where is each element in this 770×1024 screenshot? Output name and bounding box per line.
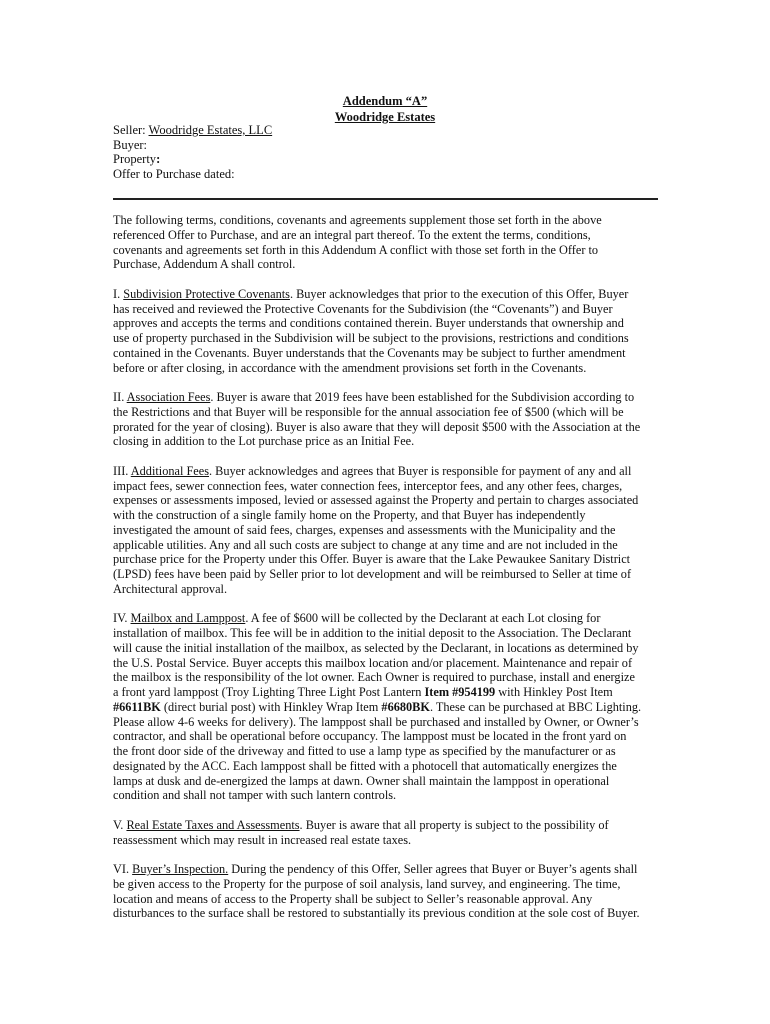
seller-field (113, 123, 272, 138)
section-mailbox-lamppost (113, 611, 663, 803)
text-line: #6611BK (direct burial post) with Hinkley Wrap Item #6680BK. These can be purchased at BBC Lighting. (113, 699, 642, 714)
text-line: Purchase, Addendum A shall control. (113, 257, 296, 272)
item-number-post: #6611BK (113, 699, 161, 714)
section-heading: Mailbox and Lamppost (130, 611, 246, 626)
item-number-wrap: #6680BK (381, 699, 430, 714)
section-additional-fees (113, 464, 663, 597)
text-line: contained in the Covenants. Buyer understands that the Covenants may be subject to further amendment (113, 345, 626, 360)
text-line: reassessment which may result in increased real estate taxes. (113, 832, 412, 847)
text-line: the U.S. Postal Service. Buyer accepts this mailbox location and/or placement. Maintenance and repair of (113, 655, 633, 670)
text-line: the mailbox is the responsibility of the lot owner. Each Owner is required to purchase, install and energize (113, 670, 635, 685)
text-line: use of property purchased in the Subdivision will be subject to the provisions, restrictions and conditions (113, 331, 629, 345)
text-line: lamps at dusk and de-energized the lamps at dawn. Owner shall maintain the lamppost in operational (113, 773, 610, 788)
section-real-estate-taxes (113, 818, 663, 848)
text-line: disturbances to the surface shall be restored to substantially its previous condition at the sole cost of Buyer. (113, 906, 640, 921)
text-line: (LPSD) fees have been paid by Seller prior to lot development and will be reimbursed to Seller at time of (113, 567, 632, 581)
text-line: referenced Offer to Purchase, and are an integral part thereof. To the extent the terms, conditions, (113, 227, 591, 242)
property-field: Property: (113, 152, 161, 167)
text-line: investigated the amount of said fees, charges, expenses and assessments with the Municipality and the (113, 522, 616, 537)
offer-date-field: Offer to Purchase dated: (113, 167, 235, 182)
text-line: V. Real Estate Taxes and Assessments. Buyer is aware that all property is subject to the possibility of (113, 817, 609, 832)
section-subdivision-covenants (113, 287, 663, 376)
section-buyers-inspection (113, 862, 663, 921)
text-line: covenants and agreements set forth in this Addendum A conflict with those set forth in the Offer to (113, 242, 599, 257)
text-line: the front door side of the driveway and fitted to use a lamp type as specified by the manufacturer or as (113, 744, 616, 758)
text-line: approves and accepts the terms and conditions contained therein. Buyer understands that ownership and (113, 316, 624, 331)
text-line: I. Subdivision Protective Covenants. Buyer acknowledges that prior to the execution of this Offer, Buyer (113, 286, 629, 301)
text-line: Architectural approval. (113, 581, 228, 596)
text-line: contractor, and shall be operational before occupancy. The lamppost must be located in the front yard on (113, 729, 627, 744)
text-line: closing in addition to the Lot purchase price as an Initial Fee. (113, 434, 415, 449)
text-line: condition and shall not tamper with such lantern controls. (113, 788, 397, 803)
text-line: expenses or assessments imposed, levied or assessed against the Property and pertain to charges associated (113, 493, 639, 508)
text-line: before or after closing, in accordance with the amendment provisions set forth in the Covenants. (113, 360, 587, 375)
text-line: The following terms, conditions, covenants and agreements supplement those set forth in the above (113, 213, 602, 227)
text-line: purchase price for the Property under this Offer. Buyer is aware that the Lake Pewaukee Sanitary District (113, 552, 631, 567)
document-title (0, 93, 770, 125)
text-line: applicable utilities. Any and all such costs are subject to change at any time and are not included in the (113, 537, 618, 552)
horizontal-divider (113, 198, 658, 200)
text-line: impact fees, sewer connection fees, water connection fees, interceptor fees, and any other fees, charges, (113, 478, 623, 493)
title-line-addendum: Addendum “A” (342, 94, 428, 108)
section-heading: Subdivision Protective Covenants (123, 286, 290, 301)
section-heading: Real Estate Taxes and Assessments (126, 817, 300, 832)
text-line: location and means of access to the Property shall be subject to Seller’s reasonable approval. Any (113, 891, 593, 906)
document-body (113, 213, 663, 936)
header-fields (113, 123, 272, 182)
buyer-field: Buyer: (113, 137, 148, 152)
text-line: installation of mailbox. This fee will be in addition to the initial deposit to the Association. The Declarant (113, 626, 632, 640)
item-number-lantern: Item #954199 (424, 685, 496, 699)
section-heading: Association Fees (126, 390, 211, 404)
text-line: with the construction of a single family home on the Property, and that Buyer has independently (113, 508, 586, 522)
text-line: III. Additional Fees. Buyer acknowledges and agrees that Buyer is responsible for payment of any and all (113, 463, 632, 478)
text-line: IV. Mailbox and Lamppost. A fee of $600 will be collected by the Declarant at each Lot closing for (113, 611, 601, 626)
section-heading: Additional Fees (130, 463, 209, 478)
title-line-subdivision: Woodridge Estates (334, 110, 436, 124)
seller-value: Woodridge Estates, LLC (148, 123, 273, 137)
text-line: VI. Buyer’s Inspection. During the pendency of this Offer, Seller agrees that Buyer or Buyer’s agents shall (113, 862, 638, 876)
section-association-fees (113, 390, 663, 449)
section-heading: Buyer’s Inspection. (132, 862, 229, 876)
text-line: be given access to the Property for the purpose of soil analysis, land survey, and engineering. The time, (113, 876, 621, 891)
text-line: designated by the ACC. Each lamppost shall be fitted with a photocell that automatically energizes the (113, 758, 617, 773)
text-line: a front yard lamppost (Troy Lighting Three Light Post Lantern Item #954199 with Hinkley Post Item (113, 685, 613, 699)
text-line: II. Association Fees. Buyer is aware that 2019 fees have been established for the Subdivision according to (113, 390, 635, 404)
text-line: Please allow 4-6 weeks for delivery). The lamppost shall be purchased and installed by Owner, or Owner’s (113, 714, 639, 729)
text-line: has received and reviewed the Protective Covenants for the Subdivision (the “Covenants”) and Buyer (113, 301, 613, 316)
text-line: will cause the initial installation of the mailbox, as selected by the Declarant, in locations as determined by (113, 640, 639, 655)
text-line: the Restrictions and that Buyer will be responsible for the annual association fee of $500 (which will be (113, 404, 624, 419)
intro-paragraph (113, 213, 663, 272)
seller-label: Seller: (113, 123, 149, 137)
text-line: prorated for the year of closing). Buyer is also aware that they will deposit $500 with the Association at the (113, 419, 641, 434)
